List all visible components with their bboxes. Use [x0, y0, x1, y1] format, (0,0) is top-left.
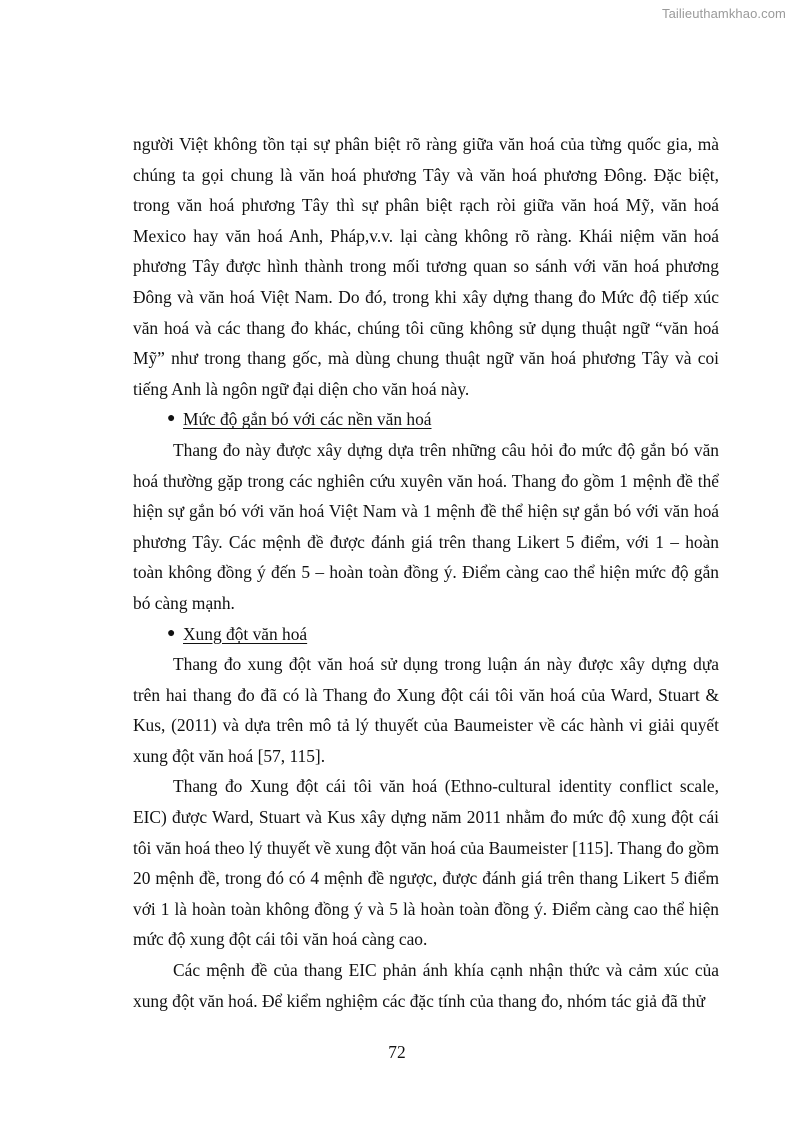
page-number: 72: [388, 1042, 406, 1062]
bullet-heading-cultural-conflict: [133, 619, 719, 650]
paragraph-eic-description: Thang đo Xung đột cái tôi văn hoá (Ethno-cultural identity conflict scale, EIC) được Ward, Stuart và Kus xây dựng năm 2011 nhằm đo mức độ xung đột cái tôi văn hoá theo lý thuyết về xung đột văn hoá của Baumeister [115]. Thang đo gồm 20 mệnh đề, trong đó có 4 mệnh đề ngược, được đánh giá trên thang Likert 5 điểm với 1 là hoàn toàn không đồng ý và 5 là hoàn toàn đồng ý. Điểm càng cao thể hiện mức độ xung đột cái tôi văn hoá càng cao.: [133, 776, 719, 950]
paragraph-eic-items: Các mệnh đề của thang EIC phản ánh khía cạnh nhận thức và cảm xúc của xung đột văn hoá. Để kiểm nghiệm các đặc tính của thang đo, nhóm tác giả đã thử: [133, 960, 719, 1011]
bullet-label: Mức độ gắn bó với các nền văn hoá: [183, 409, 432, 430]
bullet-heading-cultural-attachment: [133, 404, 719, 435]
paragraph-conflict-scale: Thang đo xung đột văn hoá sử dụng trong luận án này được xây dựng dựa trên hai thang đo đã có là Thang đo Xung đột cái tôi văn hoá của Ward, Stuart & Kus, (2011) và dựa trên mô tả lý thuyết của Baumeister về các hành vi giải quyết xung đột văn hoá [57, 115].: [133, 654, 719, 766]
document-body: [133, 129, 719, 1016]
paragraph-attachment: Thang đo này được xây dựng dựa trên những câu hỏi đo mức độ gắn bó văn hoá thường gặp trong các nghiên cứu xuyên văn hoá. Thang đo gồm 1 mệnh đề thể hiện sự gắn bó với văn hoá Việt Nam và 1 mệnh đề thể hiện sự gắn bó với văn hoá phương Tây. Các mệnh đề được đánh giá trên thang Likert 5 điểm, với 1 – hoàn toàn không đồng ý đến 5 – hoàn toàn đồng ý. Điểm càng cao thể hiện mức độ gắn bó càng mạnh.: [133, 439, 719, 613]
bullet-label: Xung đột văn hoá: [183, 623, 308, 644]
paragraph-intro: người Việt không tồn tại sự phân biệt rõ ràng giữa văn hoá của từng quốc gia, mà chúng ta gọi chung là văn hoá phương Tây và văn hoá phương Đông. Đặc biệt, trong văn hoá phương Tây thì sự phân biệt rạch ròi giữa văn hoá Mỹ, văn hoá Mexico hay văn hoá Anh, Pháp,v.v. lại càng không rõ ràng. Khái niệm văn hoá phương Tây được hình thành trong mối tương quan so sánh với văn hoá phương Đông và văn hoá Việt Nam. Do đó, trong khi xây dựng thang đo Mức độ tiếp xúc văn hoá và các thang đo khác, chúng tôi cũng không sử dụng thuật ngữ “văn hoá Mỹ” như trong thang gốc, mà dùng chung thuật ngữ văn hoá phương Tây và coi tiếng Anh là ngôn ngữ đại diện cho văn hoá này.: [133, 134, 719, 399]
bullet-icon: ●: [167, 625, 176, 641]
watermark-text: Tailieuthamkhao.com: [661, 6, 786, 21]
bullet-icon: ●: [167, 411, 176, 427]
